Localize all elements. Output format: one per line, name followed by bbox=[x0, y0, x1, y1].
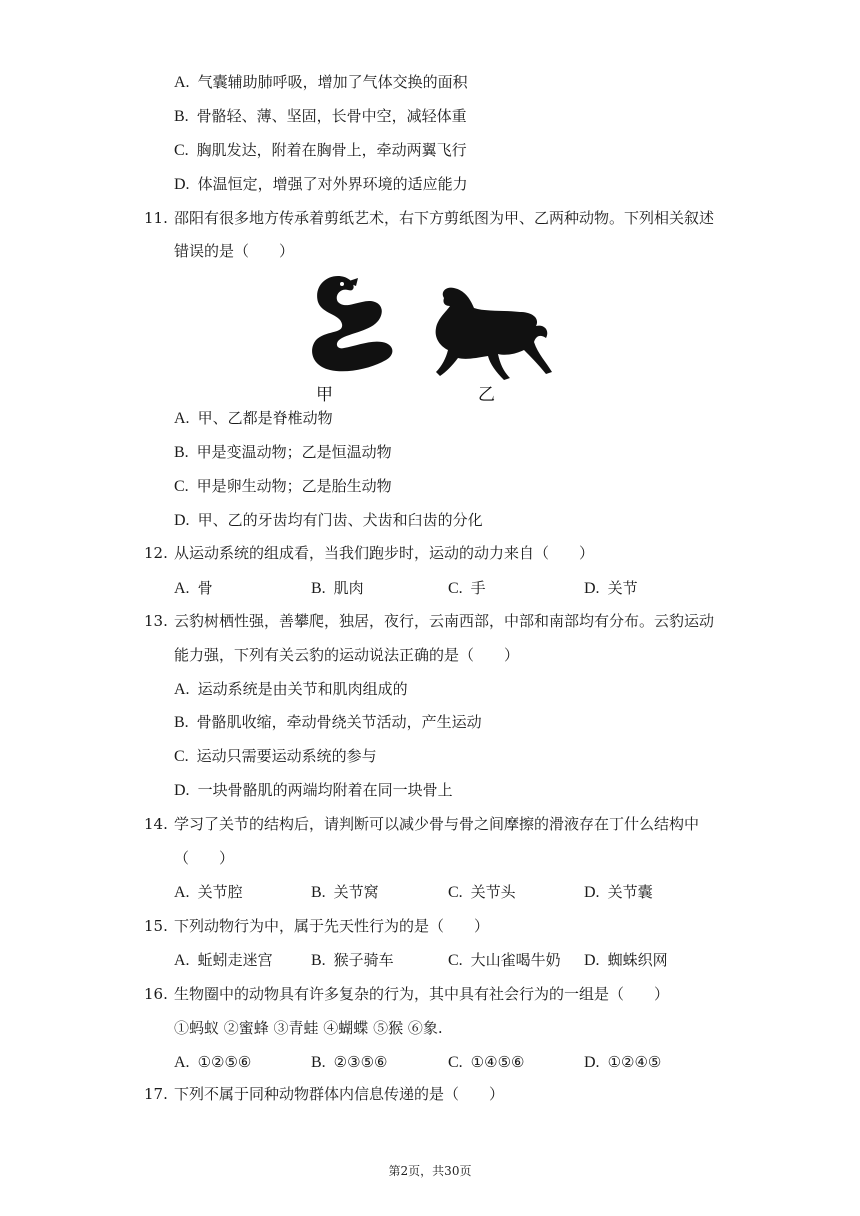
option-text: 甲是卵生动物；乙是胎生动物 bbox=[196, 477, 392, 495]
option-letter: B. bbox=[174, 444, 189, 461]
q11-number: 11. bbox=[144, 209, 168, 227]
q15-options-row bbox=[174, 950, 694, 970]
q13-option-a bbox=[174, 679, 408, 700]
option-letter: B. bbox=[311, 1054, 326, 1071]
q14-option-c bbox=[448, 882, 516, 903]
option-text: 关节 bbox=[607, 579, 638, 597]
q16-option-b bbox=[311, 1052, 387, 1073]
option-text: 关节囊 bbox=[607, 883, 653, 901]
q15-option-b bbox=[311, 950, 394, 971]
q13-option-b bbox=[174, 712, 482, 733]
option-letter: A. bbox=[174, 580, 190, 597]
option-letter: B. bbox=[311, 952, 326, 969]
option-text: 运动只需要运动系统的参与 bbox=[196, 747, 377, 765]
q11-option-d bbox=[174, 510, 483, 531]
option-letter: D. bbox=[174, 782, 190, 799]
option-letter: B. bbox=[311, 884, 326, 901]
option-text: 关节头 bbox=[470, 883, 516, 901]
snake-papercut-icon bbox=[312, 276, 392, 371]
q16-stem-line1: 生物圈中的动物具有许多复杂的行为，其中具有社会行为的一组是（ ） bbox=[174, 985, 670, 1003]
q16-number: 16. bbox=[144, 985, 168, 1003]
q12-option-b bbox=[311, 578, 364, 599]
q12-option-d bbox=[584, 578, 638, 599]
q11-option-a bbox=[174, 408, 333, 429]
option-letter: C. bbox=[448, 1054, 463, 1071]
q12-option-a bbox=[174, 578, 213, 599]
q13-option-d bbox=[174, 780, 453, 801]
figure-label-b: 乙 bbox=[478, 385, 495, 405]
option-letter: C. bbox=[448, 884, 463, 901]
option-text: 关节窝 bbox=[333, 883, 379, 901]
option-letter: C. bbox=[448, 952, 463, 969]
papercut-figure bbox=[300, 268, 560, 404]
q13-stem-line2: 能力强，下列有关云豹的运动说法正确的是（ ） bbox=[174, 646, 520, 664]
q10-option-c bbox=[174, 140, 467, 161]
option-letter: D. bbox=[174, 512, 190, 529]
q14-options-row bbox=[174, 882, 694, 902]
option-letter: D. bbox=[584, 952, 600, 969]
q10-option-b bbox=[174, 106, 467, 127]
option-text: 蜘蛛织网 bbox=[607, 951, 668, 969]
q15-stem: 下列动物行为中，属于先天性行为的是（ ） bbox=[174, 917, 490, 935]
q17-stem: 下列不属于同种动物群体内信息传递的是（ ） bbox=[174, 1085, 505, 1103]
q14-stem-line1: 学习了关节的结构后，请判断可以减少骨与骨之间摩擦的滑液存在丁什么结构中 bbox=[174, 815, 700, 833]
q12-stem: 从运动系统的组成看，当我们跑步时，运动的动力来自（ ） bbox=[174, 544, 595, 562]
q15-number: 15. bbox=[144, 917, 168, 935]
papercut-image bbox=[300, 268, 560, 404]
option-letter: D. bbox=[584, 884, 600, 901]
q16-stem-line2: ①蚂蚁 ②蜜蜂 ③青蛙 ④蝴蝶 ⑤猴 ⑥象. bbox=[174, 1019, 443, 1037]
horse-papercut-icon bbox=[436, 288, 552, 380]
q12-number: 12. bbox=[144, 544, 168, 562]
option-text: 骨 bbox=[197, 579, 213, 597]
q14-option-d bbox=[584, 882, 653, 903]
option-text: 肌肉 bbox=[333, 579, 364, 597]
q16-option-d bbox=[584, 1052, 661, 1073]
figure-label-a: 甲 bbox=[316, 385, 333, 405]
q12-option-c bbox=[448, 578, 486, 599]
option-text: 气囊辅助肺呼吸，增加了气体交换的面积 bbox=[197, 73, 468, 91]
q14-option-a bbox=[174, 882, 243, 903]
option-text: ①②⑤⑥ bbox=[197, 1053, 252, 1071]
option-letter: C. bbox=[174, 142, 189, 159]
option-text: 大山雀喝牛奶 bbox=[470, 951, 561, 969]
q15-option-a bbox=[174, 950, 273, 971]
option-letter: A. bbox=[174, 884, 190, 901]
page-footer: 第2页，共30页 bbox=[388, 1164, 472, 1178]
option-text: 骨骼轻、薄、坚固，长骨中空，减轻体重 bbox=[196, 107, 467, 125]
option-letter: C. bbox=[174, 748, 189, 765]
option-text: ①②④⑤ bbox=[607, 1053, 662, 1071]
q16-option-a bbox=[174, 1052, 251, 1073]
option-letter: D. bbox=[584, 580, 600, 597]
q16-option-c bbox=[448, 1052, 524, 1073]
option-text: ②③⑤⑥ bbox=[333, 1053, 388, 1071]
q11-stem-line2: 错误的是（ ） bbox=[174, 242, 295, 260]
q13-option-c bbox=[174, 746, 377, 767]
option-text: 猴子骑车 bbox=[333, 951, 394, 969]
option-letter: D. bbox=[174, 176, 190, 193]
option-text: 甲、乙的牙齿均有门齿、犬齿和臼齿的分化 bbox=[197, 511, 483, 529]
q13-stem-line1: 云豹树栖性强，善攀爬，独居，夜行，云南西部，中部和南部均有分布。云豹运动 bbox=[174, 612, 715, 630]
option-text: 甲是变温动物；乙是恒温动物 bbox=[196, 443, 392, 461]
option-letter: C. bbox=[174, 478, 189, 495]
q16-options-row bbox=[174, 1052, 694, 1072]
option-text: ①④⑤⑥ bbox=[470, 1053, 525, 1071]
q10-option-a bbox=[174, 72, 468, 93]
option-text: 甲、乙都是脊椎动物 bbox=[197, 409, 333, 427]
option-text: 运动系统是由关节和肌肉组成的 bbox=[197, 680, 408, 698]
option-letter: A. bbox=[174, 74, 190, 91]
q14-stem-line2: （ ） bbox=[174, 849, 235, 867]
option-letter: D. bbox=[584, 1054, 600, 1071]
option-letter: A. bbox=[174, 1054, 190, 1071]
q10-option-d bbox=[174, 174, 468, 195]
option-letter: A. bbox=[174, 681, 190, 698]
q15-option-c bbox=[448, 950, 561, 971]
option-text: 蚯蚓走迷宫 bbox=[197, 951, 273, 969]
q17-number: 17. bbox=[144, 1085, 168, 1103]
q15-option-d bbox=[584, 950, 668, 971]
option-letter: B. bbox=[311, 580, 326, 597]
option-text: 胸肌发达，附着在胸骨上，牵动两翼飞行 bbox=[196, 141, 467, 159]
q14-option-b bbox=[311, 882, 379, 903]
q11-stem-line1: 邵阳有很多地方传承着剪纸艺术，右下方剪纸图为甲、乙两种动物。下列相关叙述 bbox=[174, 209, 715, 227]
q11-option-b bbox=[174, 442, 392, 463]
option-text: 体温恒定，增强了对外界环境的适应能力 bbox=[197, 175, 468, 193]
option-letter: A. bbox=[174, 952, 190, 969]
q13-number: 13. bbox=[144, 612, 168, 630]
q12-options-row bbox=[174, 578, 694, 598]
option-text: 手 bbox=[470, 579, 486, 597]
option-text: 骨骼肌收缩，牵动骨绕关节活动，产生运动 bbox=[196, 713, 482, 731]
option-text: 一块骨骼肌的两端均附着在同一块骨上 bbox=[197, 781, 453, 799]
q14-number: 14. bbox=[144, 815, 168, 833]
option-text: 关节腔 bbox=[197, 883, 243, 901]
q11-option-c bbox=[174, 476, 392, 497]
option-letter: B. bbox=[174, 714, 189, 731]
option-letter: C. bbox=[448, 580, 463, 597]
option-letter: B. bbox=[174, 108, 189, 125]
option-letter: A. bbox=[174, 410, 190, 427]
